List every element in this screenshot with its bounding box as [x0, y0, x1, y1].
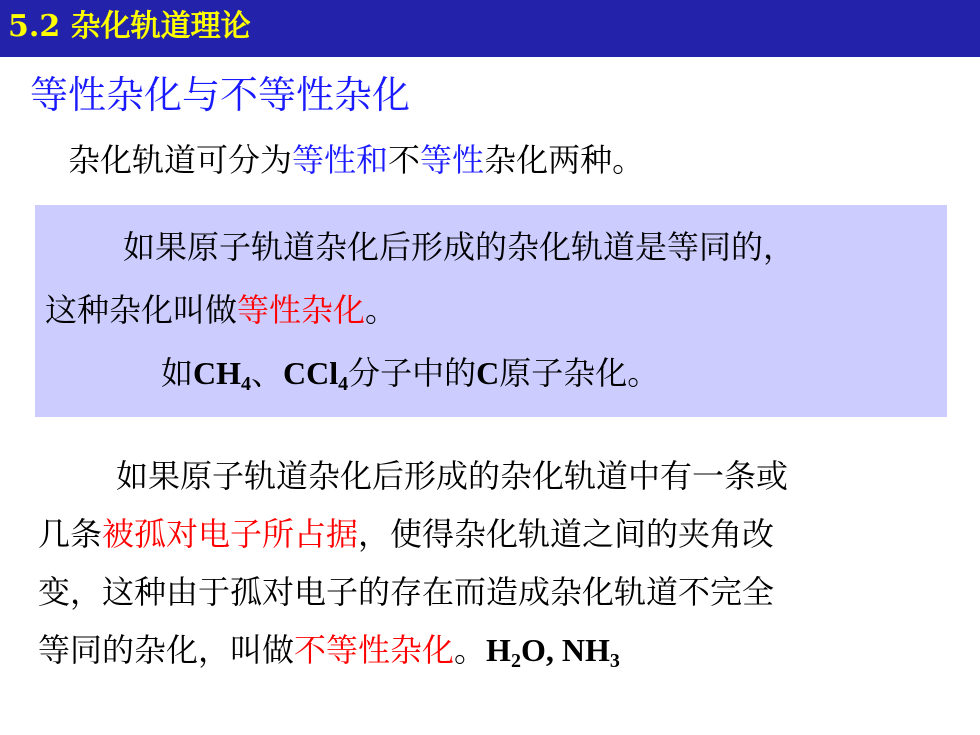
para-line-2-part1: 几条: [38, 515, 103, 553]
box-line-2-part1: 这种杂化叫做: [45, 291, 238, 329]
para-line-1: 如果原子轨道杂化后形成的杂化轨道中有一条或: [116, 457, 789, 495]
formula-ch4: [193, 355, 252, 395]
para-line-2: [38, 514, 774, 554]
intro-part1: 杂化轨道可分为: [68, 141, 293, 179]
formula-h: H: [486, 632, 511, 668]
box-line-3-suffix: 原子杂化。: [499, 354, 660, 392]
box-line-2-part3: 。: [365, 291, 398, 329]
para-term-lone-pair: 被孤对电子所占据: [102, 515, 359, 553]
formula-ccl4: [283, 355, 349, 395]
box-line-3-sep: 、: [251, 354, 284, 392]
formula-ccl4-sub: 4: [338, 373, 349, 395]
box-line-3: [161, 353, 659, 393]
intro-part5: 杂化两种。: [484, 141, 645, 179]
para-line-3: 变，这种由于孤对电子的存在而造成杂化轨道不完全: [38, 573, 775, 611]
para-term-nonequal: 不等性杂化: [294, 631, 455, 669]
header-bar: [0, 0, 980, 57]
para-line-2-part3: ，使得杂化轨道之间的夹角改: [358, 515, 775, 553]
intro-part3: 不: [388, 141, 421, 179]
box-term-isohybrid: 等性杂化: [237, 291, 366, 329]
box-line-3-prefix: 如: [161, 354, 194, 392]
section-title: 等性杂化与不等性杂化: [30, 73, 411, 117]
formula-h-sub: 2: [510, 650, 521, 672]
formula-nh-sub: 3: [609, 650, 620, 672]
intro-term-nonequal: 等性: [420, 141, 485, 179]
formula-ch4-sub: 4: [241, 373, 252, 395]
para-line-4-part1: 等同的杂化，叫做: [38, 631, 295, 669]
box-line-3-mid: 分子中的: [348, 354, 477, 392]
para-line-4-part3: 。: [454, 631, 487, 669]
formula-c: C: [476, 355, 500, 391]
formula-o-nh: O, NH: [520, 632, 610, 668]
definition-box: [35, 205, 947, 417]
formula-ccl4-main: CCl: [283, 355, 339, 391]
formula-ch4-main: CH: [193, 355, 242, 391]
header-title: 5.2 杂化轨道理论: [8, 9, 251, 44]
para-line-4: [38, 630, 620, 670]
box-line-1: 如果原子轨道杂化后形成的杂化轨道是等同的，: [123, 228, 796, 266]
intro-text: [68, 140, 644, 180]
intro-term-isohybrid: 等性和: [292, 141, 389, 179]
formula-h2o-nh3: [486, 632, 620, 672]
box-line-2: [45, 290, 397, 330]
